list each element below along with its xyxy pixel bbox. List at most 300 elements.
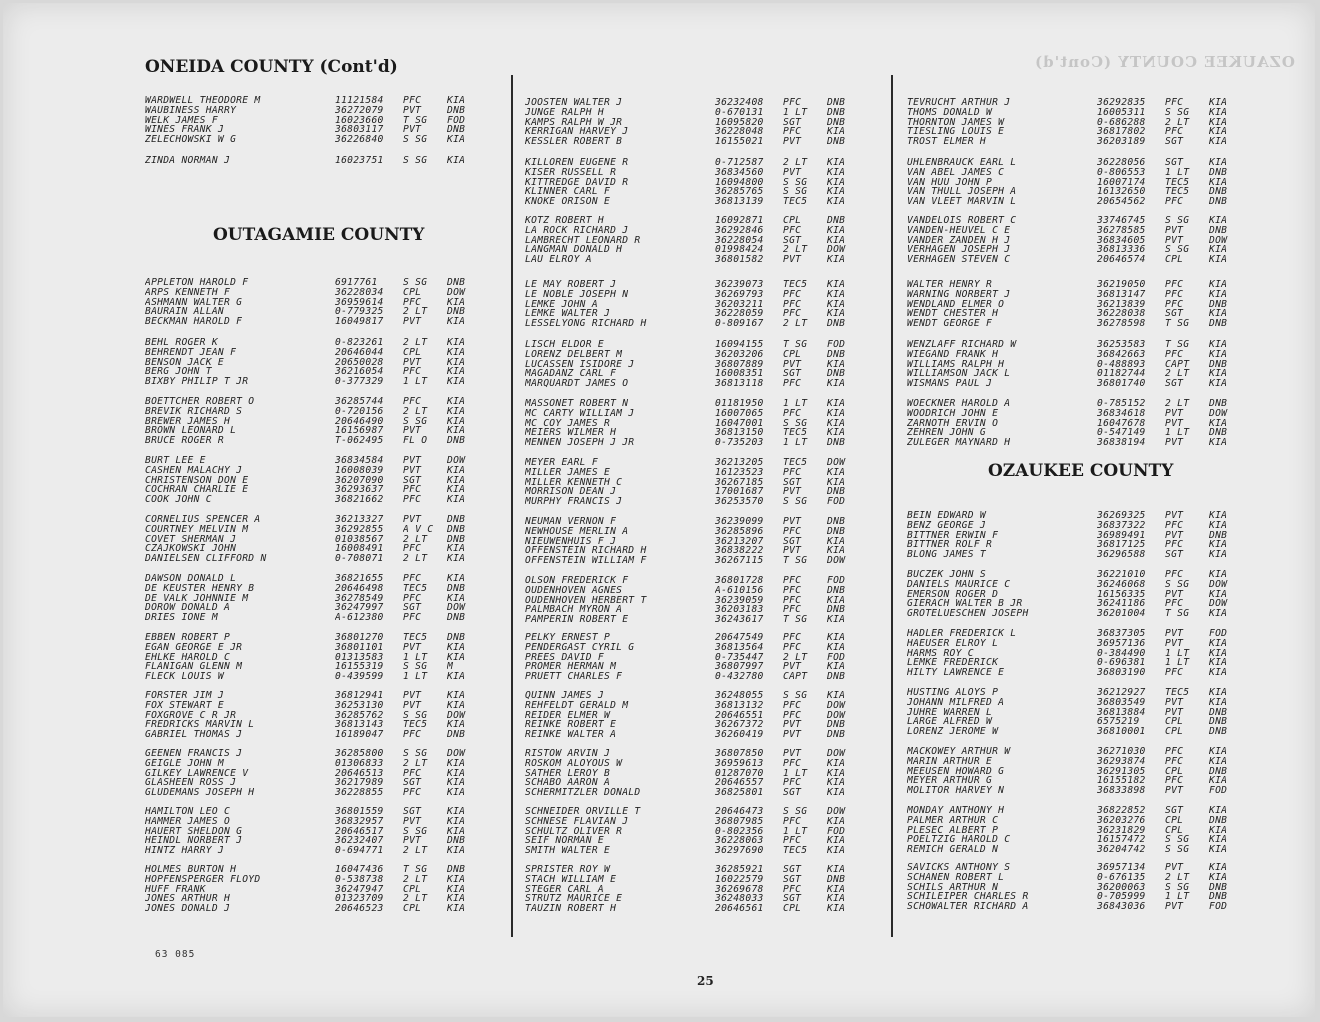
casualty-entry (525, 759, 859, 769)
entry-name: OFFENSTEIN RICHARD H (525, 546, 647, 557)
entry-name: LORENZ JEROME W (907, 727, 999, 737)
entry-serial-number: 0-686288 (1097, 117, 1146, 128)
entry-name: CZAJKOWSKI JOHN (145, 544, 237, 555)
entry-status: DNB (447, 583, 466, 594)
entry-rank: S SG (1165, 579, 1190, 590)
entry-rank: TEC5 (783, 846, 808, 856)
entry-serial-number: 36228038 (1097, 309, 1146, 320)
casualty-entry (525, 749, 859, 759)
entry-name: BERG JOHN T (145, 367, 212, 378)
entry-name: HAMILTON LEO C (145, 807, 231, 817)
entry-name: LISCH ELDOR E (525, 340, 604, 350)
entry-rank: PFC (1165, 197, 1184, 207)
casualty-entry (525, 319, 859, 329)
entry-name: UHLENBRAUCK EARL L (907, 158, 1017, 168)
entry-rank: PVT (403, 515, 422, 525)
entry-name: SCHOWALTER RICHARD A (907, 902, 1029, 912)
entry-serial-number: 36957136 (1097, 638, 1146, 649)
casualty-entry (145, 125, 479, 135)
entry-name: VAN THULL JOSEPH A (907, 187, 1017, 198)
entry-status: DOW (447, 603, 466, 614)
entry-rank: TEC5 (403, 720, 428, 731)
casualty-entry (145, 358, 479, 368)
casualty-entry (525, 885, 859, 895)
entry-serial-number: 20646517 (335, 826, 384, 837)
entry-name: LEMKE WALTER J (525, 309, 611, 320)
entry-name: LORENZ DELBERT M (525, 349, 623, 360)
entry-rank: CPL (403, 287, 422, 298)
entry-rank: CPL (403, 904, 422, 914)
casualty-entry (525, 487, 859, 497)
casualty-entry (525, 643, 859, 653)
entry-status: KIA (447, 156, 466, 166)
entry-name: DOROW DONALD A (145, 603, 231, 614)
entry-status: DNB (447, 125, 466, 136)
entry-serial-number: 36217989 (335, 778, 384, 789)
entry-status: DNB (827, 517, 846, 527)
entry-status: DNB (1209, 892, 1228, 903)
entry-status: KIA (447, 884, 466, 895)
entry-name: COVET SHERMAN J (145, 534, 237, 545)
casualty-entry (907, 511, 1241, 521)
entry-group (145, 338, 479, 387)
entry-rank: SGT (783, 235, 802, 246)
entry-serial-number: 16047678 (1097, 418, 1146, 429)
entry-rank: SGT (403, 603, 422, 614)
entry-name: HEINDL NORBERT J (145, 836, 243, 847)
casualty-entry (145, 535, 479, 545)
entry-name: LARGE ALFRED W (907, 717, 993, 728)
entry-serial-number: 20646551 (715, 710, 764, 721)
entry-serial-number: 36834618 (1097, 408, 1146, 419)
entry-name: FOX STEWART E (145, 700, 224, 711)
entry-group (907, 280, 1241, 329)
entry-status: KIA (447, 672, 466, 682)
entry-rank: 1 LT (783, 438, 808, 448)
entry-status: KIA (447, 347, 466, 358)
entry-serial-number: 0-735447 (715, 652, 764, 663)
entry-serial-number: 16095820 (715, 117, 764, 128)
entry-status: KIA (1209, 806, 1228, 816)
entry-serial-number: 36228063 (715, 836, 764, 847)
entry-name: REIDER ELMER W (525, 710, 611, 721)
casualty-entry (145, 426, 479, 436)
entry-serial-number: 0-708071 (335, 554, 384, 564)
entry-rank: PVT (783, 662, 802, 673)
casualty-entry (525, 187, 859, 197)
casualty-entry (145, 846, 479, 856)
entry-status: KIA (1209, 609, 1228, 619)
entry-rank: TEC5 (403, 633, 428, 643)
entry-status: KIA (1209, 589, 1228, 600)
entry-name: KAMPS RALPH W JR (525, 117, 623, 128)
entry-rank: PFC (403, 730, 422, 740)
entry-serial-number: 36807985 (715, 816, 764, 827)
entry-status: KIA (1209, 776, 1228, 787)
entry-name: DE VALK JOHNNIE M (145, 593, 249, 604)
entry-status: KIA (447, 406, 466, 417)
casualty-entry (907, 863, 1241, 873)
casualty-entry (525, 399, 859, 409)
casualty-entry (907, 280, 1241, 290)
entry-rank: 1 LT (403, 652, 428, 663)
entry-name: VERHAGEN JOSEPH J (907, 245, 1011, 256)
entry-name: LEMKE FREDERICK (907, 658, 999, 669)
entry-serial-number: 36807850 (715, 749, 764, 759)
casualty-entry (907, 590, 1241, 600)
entry-rank: 1 LT (783, 107, 808, 118)
entry-serial-number: 36296588 (1097, 550, 1146, 560)
page-number: 25 (697, 974, 714, 988)
entry-name: WALTER HENRY R (907, 280, 993, 290)
entry-status: DNB (1209, 717, 1228, 728)
entry-serial-number: 36285921 (715, 865, 764, 875)
entry-rank: PFC (783, 758, 802, 769)
casualty-entry (525, 701, 859, 711)
entry-serial-number: 16008039 (335, 465, 384, 476)
entry-rank: PFC (1165, 98, 1184, 108)
entry-rank: S SG (783, 177, 808, 188)
entry-serial-number: 36292855 (335, 524, 384, 535)
entry-status: KIA (827, 167, 846, 178)
casualty-entry (525, 711, 859, 721)
entry-name: HADLER FREDERICK L (907, 629, 1017, 639)
entry-rank: PFC (783, 633, 802, 643)
casualty-entry (907, 629, 1241, 639)
entry-serial-number: 0-670131 (715, 107, 764, 118)
casualty-entry (525, 720, 859, 730)
entry-status: FOD (827, 652, 846, 663)
entry-name: CASHEN MALACHY J (145, 465, 243, 476)
casualty-entry (907, 187, 1241, 197)
entry-serial-number: 36838222 (715, 546, 764, 557)
entry-rank: PFC (403, 96, 422, 106)
casualty-entry (525, 653, 859, 663)
entry-rank: PFC (783, 467, 802, 478)
entry-status: KIA (1209, 511, 1228, 521)
casualty-entry (907, 668, 1241, 678)
casualty-entry (907, 419, 1241, 429)
entry-status: KIA (827, 536, 846, 547)
entry-rank: 2 LT (1165, 117, 1190, 128)
entry-name: GABRIEL THOMAS J (145, 730, 243, 740)
entry-serial-number: 16156987 (335, 426, 384, 437)
entry-rank: 2 LT (403, 307, 428, 318)
entry-serial-number: 01182744 (1097, 369, 1146, 380)
entry-serial-number: 36207090 (335, 475, 384, 486)
entry-rank: PFC (403, 397, 422, 407)
casualty-entry (145, 495, 479, 505)
entry-status: KIA (1209, 570, 1228, 580)
entry-rank: SGT (783, 536, 802, 547)
entry-rank: PFC (783, 299, 802, 310)
entry-name: EGAN GEORGE E JR (145, 642, 243, 653)
entry-serial-number: 36293637 (335, 485, 384, 496)
entry-status: KIA (447, 826, 466, 837)
entry-status: KIA (827, 642, 846, 653)
entry-status: DOW (827, 556, 846, 566)
entry-status: KIA (1209, 550, 1228, 560)
entry-rank: SGT (783, 117, 802, 128)
entry-name: MASSONET ROBERT N (525, 399, 629, 409)
entry-group (907, 216, 1241, 265)
entry-rank: PFC (403, 593, 422, 604)
entry-rank: PVT (403, 691, 422, 701)
entry-serial-number: 36813336 (1097, 245, 1146, 256)
entry-name: SCHNESE FLAVIAN J (525, 816, 629, 827)
heading-oneida-county: ONEIDA COUNTY (Cont'd) (145, 57, 398, 77)
entry-status: DOW (1209, 408, 1228, 419)
entry-serial-number: 0-432780 (715, 672, 764, 682)
entry-name: HAEUSER ELROY L (907, 638, 999, 649)
entry-status: KIA (827, 127, 846, 138)
entry-status: KIA (447, 544, 466, 555)
entry-name: BROWN LEONARD L (145, 426, 237, 437)
entry-name: HARMS ROY C (907, 648, 974, 659)
casualty-entry (145, 584, 479, 594)
entry-name: LA ROCK RICHARD J (525, 225, 629, 236)
entry-rank: PVT (403, 700, 422, 711)
casualty-entry (907, 98, 1241, 108)
entry-serial-number: 36833898 (1097, 786, 1146, 796)
entry-serial-number: 36285762 (335, 710, 384, 721)
entry-status: KIA (447, 642, 466, 653)
entry-status: KIA (1209, 340, 1228, 350)
entry-rank: PFC (783, 605, 802, 616)
entry-name: TEVRUCHT ARTHUR J (907, 98, 1011, 108)
entry-rank: 1 LT (783, 768, 808, 779)
entry-serial-number: 0-735203 (715, 438, 764, 448)
entry-status: KIA (1209, 648, 1228, 659)
entry-group (907, 98, 1241, 147)
casualty-entry (525, 788, 859, 798)
entry-name: JOHANN MILFRED A (907, 697, 1005, 708)
casualty-entry (525, 236, 859, 246)
entry-status: KIA (447, 894, 466, 905)
entry-rank: PVT (783, 720, 802, 731)
entry-serial-number: 36239099 (715, 517, 764, 527)
entry-name: ZINDA NORMAN J (145, 156, 231, 166)
entry-name: PRUETT CHARLES F (525, 672, 623, 682)
entry-serial-number: 20646557 (715, 778, 764, 789)
entry-status: KIA (827, 467, 846, 478)
casualty-entry (145, 554, 479, 564)
entry-rank: PFC (403, 574, 422, 584)
entry-status: DNB (827, 369, 846, 380)
entry-status: KIA (447, 96, 466, 106)
entry-rank: PFC (403, 768, 422, 779)
entry-status: FOD (1209, 786, 1228, 796)
entry-serial-number: 36821655 (335, 574, 384, 584)
entry-status: DNB (1209, 530, 1228, 541)
casualty-entry (525, 468, 859, 478)
entry-name: FLECK LOUIS W (145, 672, 224, 682)
entry-name: LANGMAN DONALD H (525, 245, 623, 256)
entry-status: DOW (1209, 579, 1228, 590)
entry-serial-number: 36204742 (1097, 845, 1146, 855)
entry-serial-number: 0-720156 (335, 406, 384, 417)
entry-name: MILLER JAMES E (525, 467, 611, 478)
entry-serial-number: 11121584 (335, 96, 384, 106)
entry-rank: PVT (1165, 697, 1184, 708)
casualty-entry (907, 826, 1241, 836)
entry-status: KIA (827, 836, 846, 847)
entry-name: MARIN ARTHUR E (907, 756, 993, 767)
entry-serial-number: 36267115 (715, 556, 764, 566)
entry-status: DOW (1209, 235, 1228, 246)
entry-group (145, 633, 479, 682)
entry-name: KITTREDGE DAVID R (525, 177, 629, 188)
entry-serial-number: 36243617 (715, 615, 764, 625)
entry-name: ZEHREN JOHN G (907, 428, 986, 439)
entry-serial-number: 36292846 (715, 225, 764, 236)
entry-serial-number: 20646473 (715, 807, 764, 817)
casualty-entry (525, 290, 859, 300)
entry-status: KIA (827, 768, 846, 779)
entry-rank: PVT (403, 426, 422, 437)
entry-group (525, 576, 859, 625)
entry-serial-number: 36837322 (1097, 520, 1146, 531)
entry-status: KIA (1209, 825, 1228, 836)
entry-status: KIA (447, 135, 466, 145)
entry-rank: PFC (1165, 280, 1184, 290)
entry-name: PELKY ERNEST P (525, 633, 611, 643)
casualty-entry (907, 698, 1241, 708)
casualty-entry (145, 672, 479, 682)
entry-rank: SGT (783, 477, 802, 488)
entry-serial-number: 36959614 (335, 297, 384, 308)
entry-serial-number: 36201004 (1097, 609, 1146, 619)
entry-name: OUDENHOVEN HERBERT T (525, 595, 647, 606)
entry-rank: PVT (783, 137, 802, 147)
entry-name: ROSKOM ALOYOUS W (525, 758, 623, 769)
entry-rank: 2 LT (783, 158, 808, 168)
entry-rank: PFC (1165, 599, 1184, 610)
casualty-entry (145, 135, 479, 145)
entry-name: PROMER HERMAN M (525, 662, 617, 673)
entry-rank: TEC5 (783, 458, 808, 468)
entry-name: LE NOBLE JOSEPH N (525, 289, 629, 300)
entry-status: DOW (447, 749, 466, 759)
entry-status: KIA (827, 546, 846, 557)
entry-name: GLASHEEN ROSS J (145, 778, 237, 789)
entry-status: DOW (447, 456, 466, 466)
entry-status: KIA (827, 846, 846, 856)
entry-serial-number: 36801270 (335, 633, 384, 643)
entry-status: DOW (827, 807, 846, 817)
column-divider-left (511, 75, 513, 937)
entry-rank: PVT (403, 317, 422, 327)
entry-status: KIA (1209, 872, 1228, 883)
entry-rank: PFC (1165, 747, 1184, 757)
entry-rank: CPL (1165, 766, 1184, 777)
entry-group (907, 340, 1241, 389)
casualty-entry (907, 727, 1241, 737)
entry-rank: SGT (1165, 309, 1184, 320)
entry-serial-number: 36203183 (715, 605, 764, 616)
entry-rank: PFC (783, 778, 802, 789)
entry-serial-number: 36834605 (1097, 235, 1146, 246)
casualty-entry (145, 377, 479, 387)
entry-serial-number: 16156335 (1097, 589, 1146, 600)
entry-name: KNOKE ORISON E (525, 197, 611, 207)
entry-name: GIERACH WALTER B JR (907, 599, 1023, 610)
entry-rank: PFC (1165, 127, 1184, 138)
entry-name: BEHRENDT JEAN F (145, 347, 237, 358)
entry-name: OFFENSTEIN WILLIAM F (525, 556, 647, 566)
entry-name: ARPS KENNETH F (145, 287, 231, 298)
entry-rank: CPL (403, 884, 422, 895)
entry-status: DNB (827, 137, 846, 147)
entry-rank: 2 LT (403, 874, 428, 885)
entry-name: FORSTER JIM J (145, 691, 224, 701)
entry-status: KIA (1209, 177, 1228, 188)
entry-name: SEIF NORMAN E (525, 836, 604, 847)
entry-status: KIA (447, 416, 466, 427)
entry-group (525, 399, 859, 448)
casualty-entry (907, 649, 1241, 659)
entry-group (525, 98, 859, 147)
entry-name: JONES DONALD J (145, 904, 231, 914)
entry-rank: T SG (783, 556, 808, 566)
casualty-entry (525, 546, 859, 556)
entry-rank: SGT (403, 475, 422, 486)
entry-rank: PVT (1165, 707, 1184, 718)
entry-serial-number: 36271030 (1097, 747, 1146, 757)
entry-status: DNB (1209, 428, 1228, 439)
entry-name: BOETTCHER ROBERT O (145, 397, 255, 407)
casualty-entry (145, 701, 479, 711)
casualty-entry (525, 615, 859, 625)
entry-status: KIA (827, 788, 846, 798)
entry-serial-number: 20646574 (1097, 255, 1146, 265)
entry-name: SCHILS ARTHUR N (907, 882, 999, 893)
entry-serial-number: 36293874 (1097, 756, 1146, 767)
entry-serial-number: 36838194 (1097, 438, 1146, 448)
entry-status: DNB (447, 307, 466, 318)
casualty-entry (907, 300, 1241, 310)
entry-rank: PFC (783, 700, 802, 711)
entry-status: DNB (827, 487, 846, 498)
entry-status: KIA (447, 426, 466, 437)
entry-serial-number: 36825801 (715, 788, 764, 798)
entry-serial-number: 01038567 (335, 534, 384, 545)
entry-name: BEHL ROGER K (145, 338, 218, 348)
entry-name: WINES FRANK J (145, 125, 224, 136)
casualty-entry (145, 720, 479, 730)
casualty-entry (907, 776, 1241, 786)
casualty-entry (525, 497, 859, 507)
entry-rank: S SG (403, 416, 428, 427)
casualty-entry (907, 168, 1241, 178)
entry-rank: SGT (783, 874, 802, 885)
entry-status: DNB (827, 585, 846, 596)
entry-status: DOW (827, 245, 846, 256)
entry-name: LE MAY ROBERT J (525, 280, 617, 290)
entry-status: KIA (827, 633, 846, 643)
entry-serial-number: 20646561 (715, 904, 764, 914)
entry-status: KIA (1209, 107, 1228, 118)
entry-status: DNB (1209, 359, 1228, 370)
entry-serial-number: 36807889 (715, 359, 764, 370)
entry-rank: PFC (403, 544, 422, 555)
entry-name: SCHILEIPER CHARLES R (907, 892, 1029, 903)
entry-name: REINKE WALTER A (525, 730, 617, 740)
entry-rank: PFC (783, 595, 802, 606)
casualty-entry (525, 527, 859, 537)
casualty-entry (907, 290, 1241, 300)
entry-status: KIA (827, 894, 846, 905)
